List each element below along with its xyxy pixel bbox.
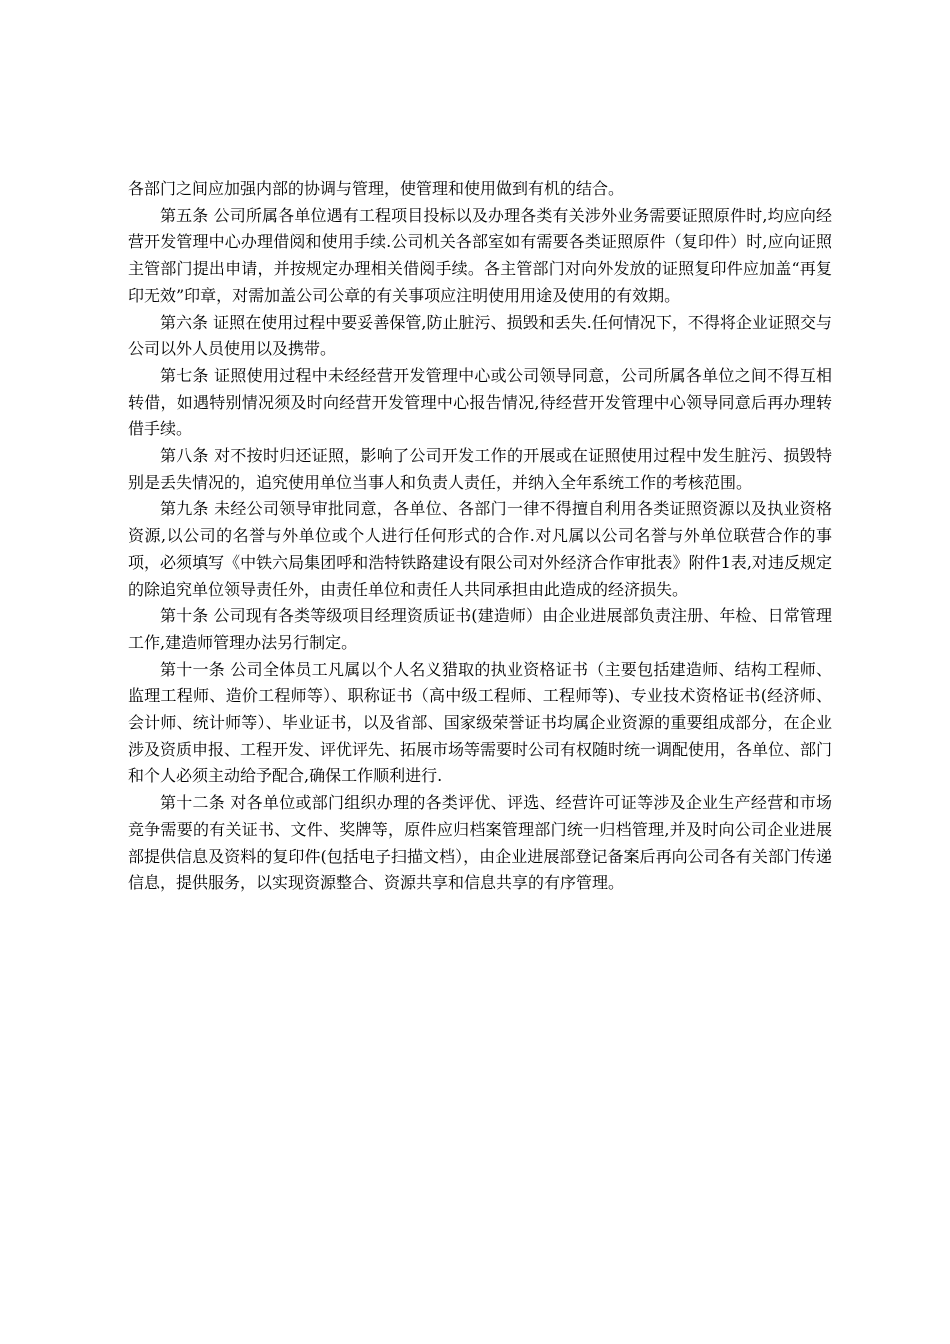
- article-8: 第八条 对不按时归还证照，影响了公司开发工作的开展或在证照使用过程中发生脏污、损毁特别是丢失情况的，追究使用单位当事人和负责人责任，并纳入全年系统工作的考核范围。: [128, 446, 832, 492]
- article-10: 第十条 公司现有各类等级项目经理资质证书(建造师）由企业进展部负责注册、年检、日常管理工作,建造师管理办法另行制定。: [128, 606, 832, 652]
- article-9: 第九条 未经公司领导审批同意，各单位、各部门一律不得擅自利用各类证照资源以及执业资格资源,以公司的名誉与外单位或个人进行任何形式的合作.对凡属以公司名誉与外单位联营合作的事项，必须填写《中铁六局集团呼和浩特铁路建设有限公司对外经济合作审批表》附件1表,对违反规定的除追究单位领导责任外，由责任单位和责任人共同承担由此造成的经济损失。: [128, 499, 832, 599]
- article-5: 第五条 公司所属各单位遇有工程项目投标以及办理各类有关涉外业务需要证照原件时,均应向经营开发管理中心办理借阅和使用手续.公司机关各部室如有需要各类证照原件（复印件）时,应向证照主管部门提出申请，并按规定办理相关借阅手续。各主管部门对向外发放的证照复印件应加盖“再复印无效”印章，对需加盖公司公章的有关事项应注明使用用途及使用的有效期。: [128, 205, 832, 305]
- article-6: 第六条 证照在使用过程中要妥善保管,防止脏污、损毁和丢失.任何情况下，不得将企业证照交与公司以外人员使用以及携带。: [128, 312, 832, 359]
- article-7: 第七条 证照使用过程中未经经营开发管理中心或公司领导同意，公司所属各单位之间不得互相转借，如遇特别情况须及时向经营开发管理中心报告情况,待经营开发管理中心领导同意后再办理转借手续。: [128, 365, 832, 439]
- article-12: 第十二条 对各单位或部门组织办理的各类评优、评选、经营许可证等涉及企业生产经营和市场竞争需要的有关证书、文件、奖牌等，原件应归档案管理部门统一归档管理,并及时向公司企业进展部提供信息及资料的复印件(包括电子扫描文档），由企业进展部登记备案后再向公司各有关部门传递信息，提供服务，以实现资源整合、资源共享和信息共享的有序管理。: [128, 793, 832, 893]
- article-11: 第十一条 公司全体员工凡属以个人名义猎取的执业资格证书（主要包括建造师、结构工程师、监理工程师、造价工程师等）、职称证书（高中级工程师、工程师等)、专业技术资格证书(经济师、会计师、统计师等）、毕业证书，以及省部、国家级荣誉证书均属企业资源的重要组成部分，在企业涉及资质申报、工程开发、评优评先、拓展市场等需要时公司有权随时统一调配使用，各单位、部门和个人必须主动给予配合,确保工作顺利进行.: [128, 659, 833, 786]
- paragraph-continuation: 各部门之间应加强内部的协调与管理，使管理和使用做到有机的结合。: [128, 179, 625, 198]
- document-body: [128, 176, 832, 897]
